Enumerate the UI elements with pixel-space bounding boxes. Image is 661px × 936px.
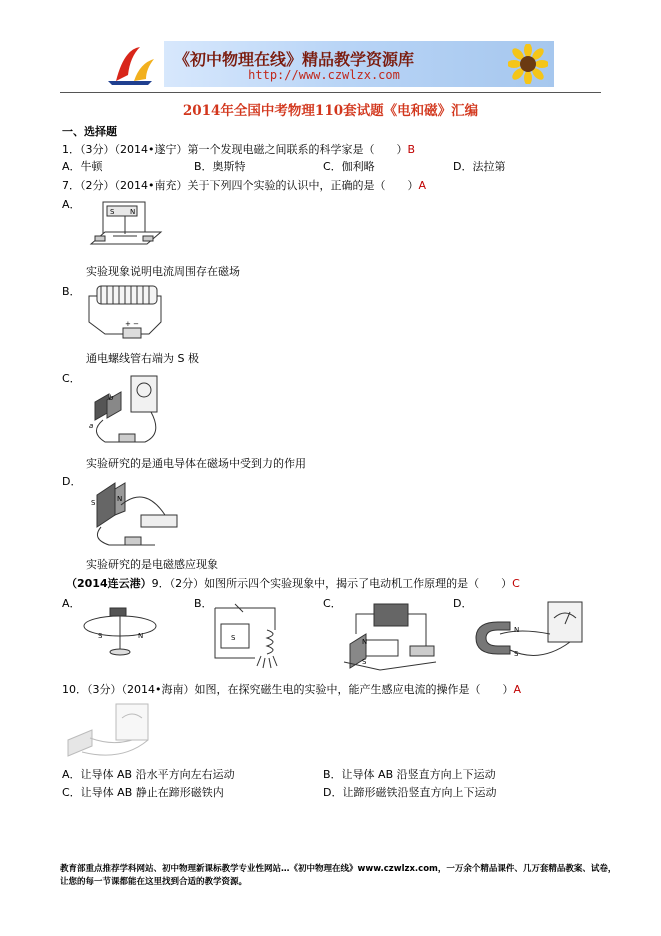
svg-text:N: N	[117, 495, 123, 503]
q9-text	[66, 577, 520, 591]
q7-option-c-label: C．	[62, 372, 81, 385]
galvanometer-figure	[470, 598, 600, 670]
page-title: 2014年全国中考物理110套试题《电和磁》汇编	[182, 103, 479, 119]
motor-setup-figure	[340, 600, 440, 672]
q7-text	[62, 179, 426, 193]
oersted-experiment-figure	[85, 196, 165, 256]
q7-option-b-desc: 通电螺线管右端为 S 极	[86, 352, 199, 365]
q10-option-d: D．让蹄形磁铁沿竖直方向上下运动	[323, 786, 497, 799]
q7-option-d-label: D．	[62, 475, 82, 488]
q7-option-c-desc: 实验研究的是通电导体在磁场中受到力的作用	[86, 457, 306, 470]
page-footer: 教育部重点推荐学科网站、初中物理新课标教学专业性网站…《初中物理在线》www.czwlzx.com，一万余个精品课件、几万套精品教案、试卷，让您的每一节课都能在这里找到合适的教学资源。	[60, 864, 617, 887]
induction-figure	[85, 475, 185, 551]
svg-text:S: S	[514, 650, 519, 658]
svg-text:S: S	[231, 634, 236, 642]
q10-answer: A	[513, 683, 522, 696]
q7-stem: 7．（2分）（2014•南充）关于下列四个实验的认识中，正确的是（ ）	[62, 179, 419, 192]
q9-option-b: B．	[194, 597, 213, 610]
q1-text	[62, 143, 415, 157]
svg-text:N: N	[130, 208, 136, 216]
q1-option-b: B．奥斯特	[194, 160, 246, 173]
header-divider	[60, 92, 601, 93]
q10-option-b: B．让导体 AB 沿竖直方向上下运动	[323, 768, 496, 781]
svg-text:b: b	[109, 394, 114, 402]
header-banner	[94, 41, 554, 87]
q9-option-d: D．	[453, 597, 473, 610]
q9-option-a: A．	[62, 597, 81, 610]
q1-option-d: D．法拉第	[453, 160, 506, 173]
q10-option-c: C．让导体 AB 静止在蹄形磁铁内	[62, 786, 224, 799]
compass-figure	[80, 598, 160, 660]
q9-answer: C	[512, 577, 520, 590]
svg-text:S: S	[110, 208, 115, 216]
banner-url[interactable]: http://www.czwlzx.com	[248, 68, 400, 82]
q7-answer: A	[418, 179, 427, 192]
svg-text:N: N	[514, 626, 520, 634]
svg-text:S: S	[91, 499, 96, 507]
svg-text:a: a	[89, 422, 94, 430]
svg-text:N: N	[362, 638, 368, 646]
q7-option-d-desc: 实验研究的是电磁感应现象	[86, 558, 218, 571]
q7-option-b-label: B．	[62, 285, 81, 298]
electromagnet-figure	[205, 600, 295, 670]
q10-stem: 10．（3分）（2014•海南）如图，在探究磁生电的实验中，能产生感应电流的操作是（ ）	[62, 683, 514, 696]
magnet-generator-figure	[62, 700, 162, 762]
q10-option-a: A．让导体 AB 沿水平方向左右运动	[62, 768, 235, 781]
q1-option-a: A．牛顿	[62, 160, 103, 173]
q9-stem: 9．（2分）如图所示四个实验现象中，揭示了电动机工作原理的是（ ）	[151, 577, 513, 590]
banner-title: 《初中物理在线》精品教学资源库	[174, 50, 415, 69]
q1-stem: 1．（3分）（2014•遂宁）第一个发现电磁之间联系的科学家是（ ）	[62, 143, 408, 156]
solenoid-figure	[85, 282, 165, 344]
motor-principle-figure	[85, 372, 175, 450]
q10-text	[62, 683, 521, 697]
q9-prefix: （2014连云港）	[66, 577, 152, 590]
sunflower-icon	[508, 44, 548, 84]
section-heading: 一、选择题	[62, 125, 117, 138]
q7-option-a-desc: 实验现象说明电流周围存在磁场	[86, 265, 240, 278]
q1-answer: B	[407, 143, 416, 156]
svg-text:N: N	[138, 632, 144, 640]
svg-text:S: S	[98, 632, 103, 640]
q7-option-a-label: A．	[62, 198, 81, 211]
svg-text:S: S	[362, 658, 367, 666]
svg-text:+ −: + −	[125, 320, 139, 328]
q9-option-c: C．	[323, 597, 342, 610]
q1-option-c: C．伽利略	[323, 160, 375, 173]
